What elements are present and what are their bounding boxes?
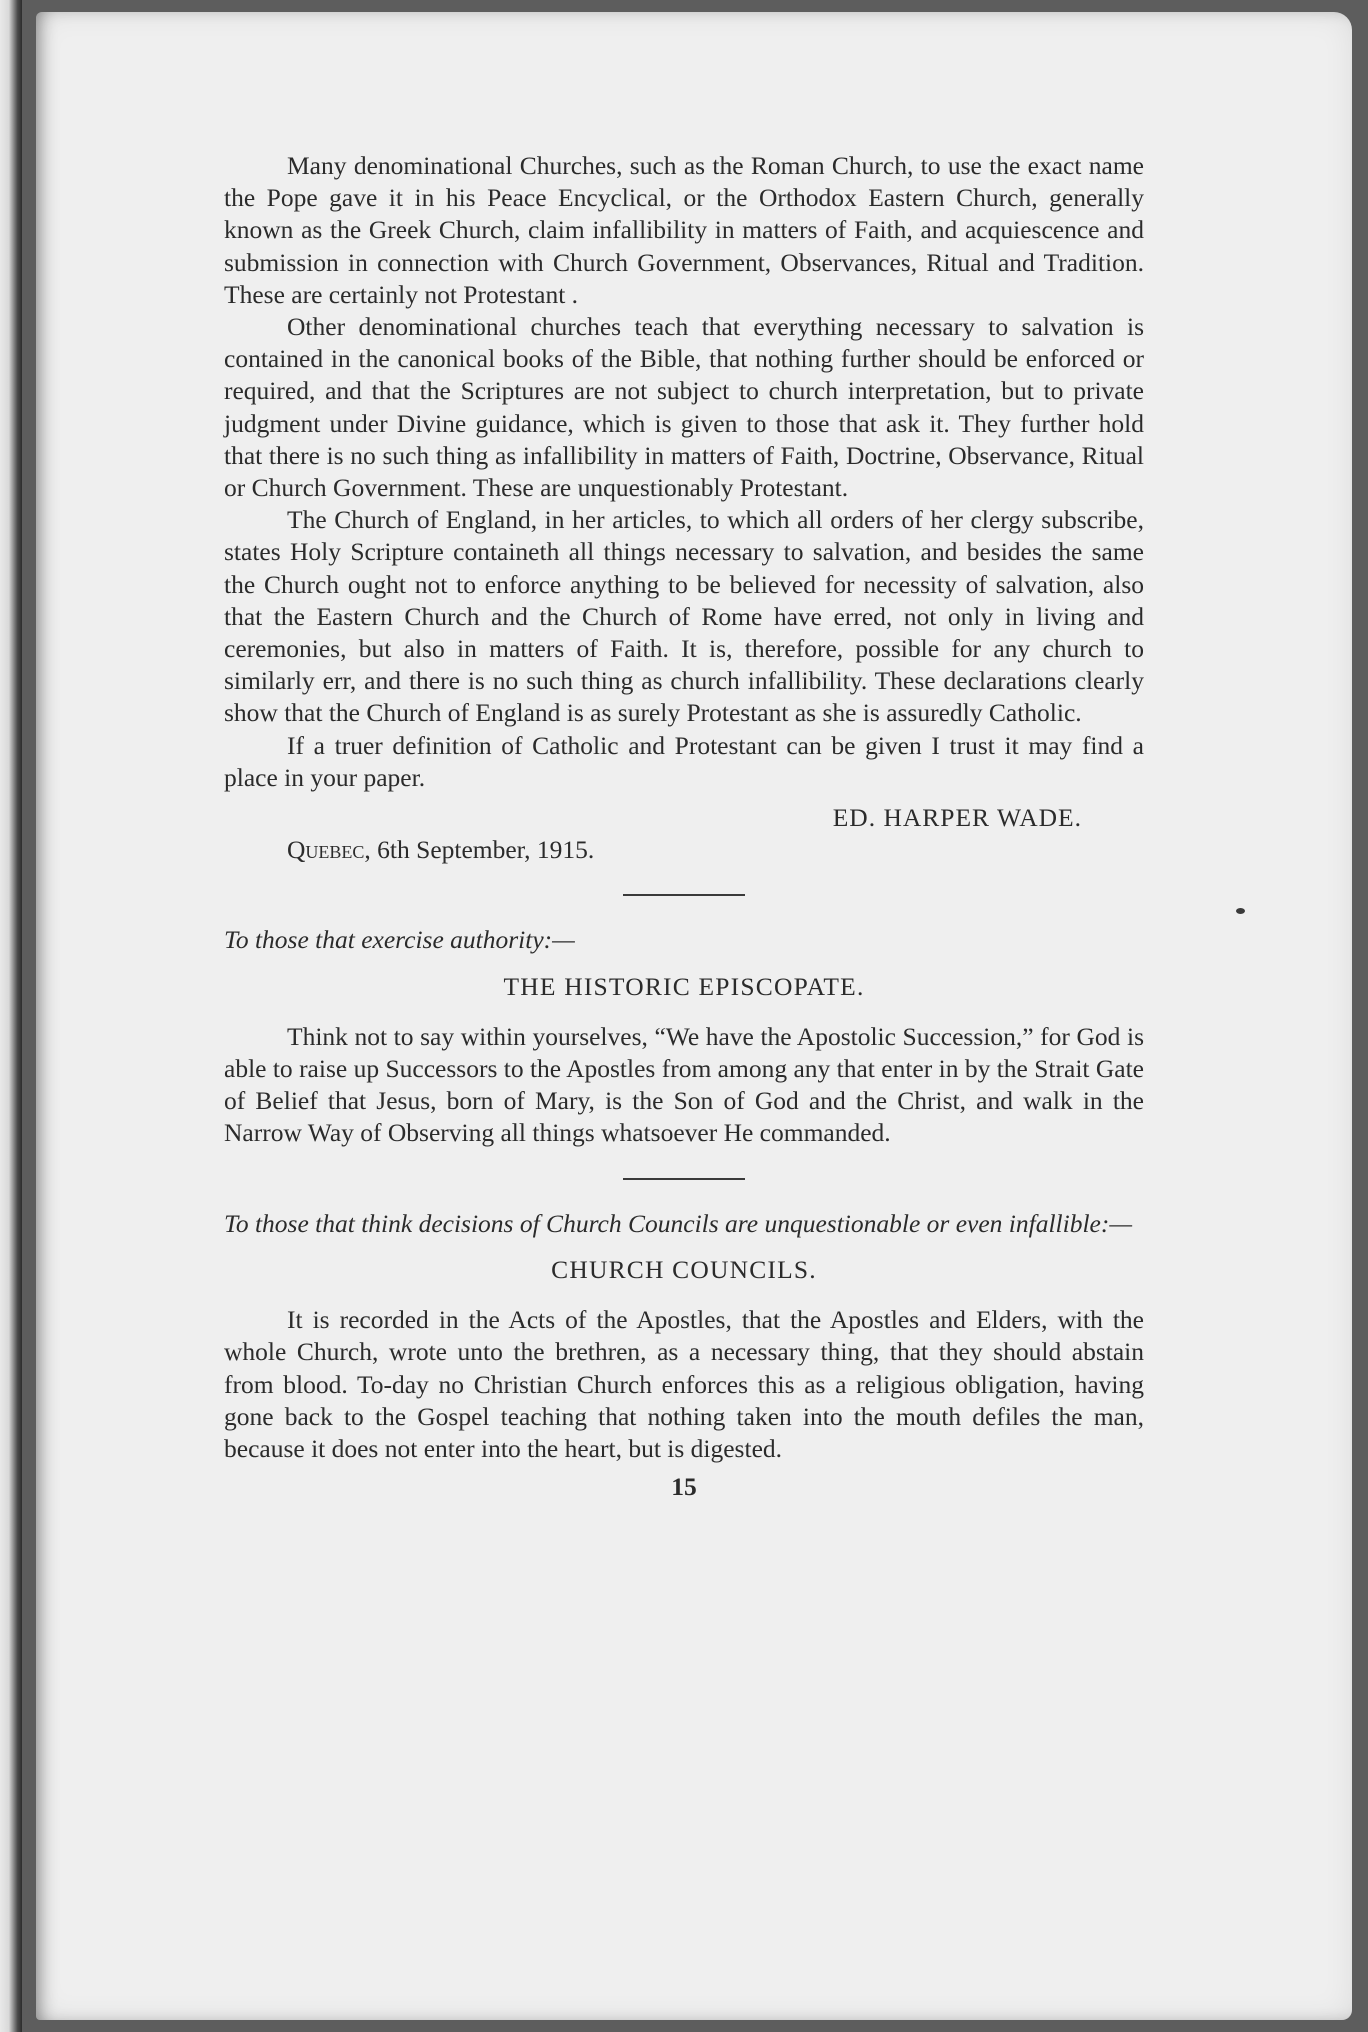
paragraph-roman-church: Many denominational Churches, such as the Roman Church, to use the exact name the Pope gave it in his Peace Encyclical, or the Orthodox Eastern Church, generally known as the Greek Church, claim infallibility in matters of Faith, and acquiescence and submission in connection with Church Government, Observances, Ritual and Tradition. These are certainly not Protestant .: [224, 151, 1144, 309]
letter-dateline: [224, 834, 1144, 866]
section-heading-historic-episcopate: THE HISTORIC EPISCOPATE.: [503, 971, 865, 1001]
page-text: [224, 150, 1144, 1503]
letter-city: Quebec,: [287, 835, 371, 865]
section-body-historic-episcopate: Think not to say within yourselves, “We have the Apostolic Succession,” for God is able to raise up Successors to the Apostles from among any that enter in by the Strait Gate of Belief that Jesus, born of Mary, is the Son of God and the Christ, and walk in the Narrow Way of Observing all things whatsoever He commanded.: [224, 1021, 1144, 1148]
section-heading-church-councils: CHURCH COUNCILS.: [551, 1254, 817, 1284]
section-address-authority: To those that exercise authority:—: [224, 925, 575, 955]
section-body-church-councils: It is recorded in the Acts of the Apostles, that the Apostles and Elders, with the whole Church, wrote unto the brethren, as a necessary thing, that they should abstain from blood. To-day no Christian Church enforces this as a religious obligation, having gone back to the Gospel teaching that nothing taken into the mouth defiles the man, because it does not enter into the heart, but is digested.: [224, 1305, 1144, 1463]
ink-speck: [1236, 908, 1245, 914]
paragraph-closing: If a truer definition of Catholic and Protestant can be given I trust it may find a place in your paper.: [224, 730, 1144, 792]
book-gutter-shadow: [0, 0, 22, 2032]
paragraph-other-churches: Other denominational churches teach that everything necessary to salvation is contained in the canonical books of the Bible, that nothing further should be enforced or required, and that the Scriptures are not subject to church interpretation, but to private judgment under Divine guidance, which is given to those that ask it. They further hold that there is no such thing as infallibility in matters of Faith, Doctrine, Observance, Ritual or Church Government. These are unquestionably Protestant.: [224, 312, 1144, 503]
section-address-councils: To those that think decisions of Church Councils are unquestionable or even infallible:—: [224, 1208, 1133, 1238]
letter-signature: ED. HARPER WADE.: [832, 803, 1082, 833]
page-number: 15: [671, 1472, 697, 1502]
section-divider: [623, 1178, 745, 1180]
section-divider: [623, 894, 745, 896]
paragraph-church-of-england: The Church of England, in her articles, to which all orders of her clergy subscribe, states Holy Scripture containeth all things necessary to salvation, and besides the same the Church ought not to enforce anything to be believed for necessity of salvation, also that the Eastern Church and the Church of Rome have erred, not only in living and ceremonies, but also in matters of Faith. It is, therefore, possible for any church to similarly err, and there is no such thing as church infallibility. These declarations clearly show that the Church of England is as surely Protestant as she is assuredly Catholic.: [224, 505, 1144, 728]
letter-date: 6th September, 1915.: [377, 835, 595, 865]
